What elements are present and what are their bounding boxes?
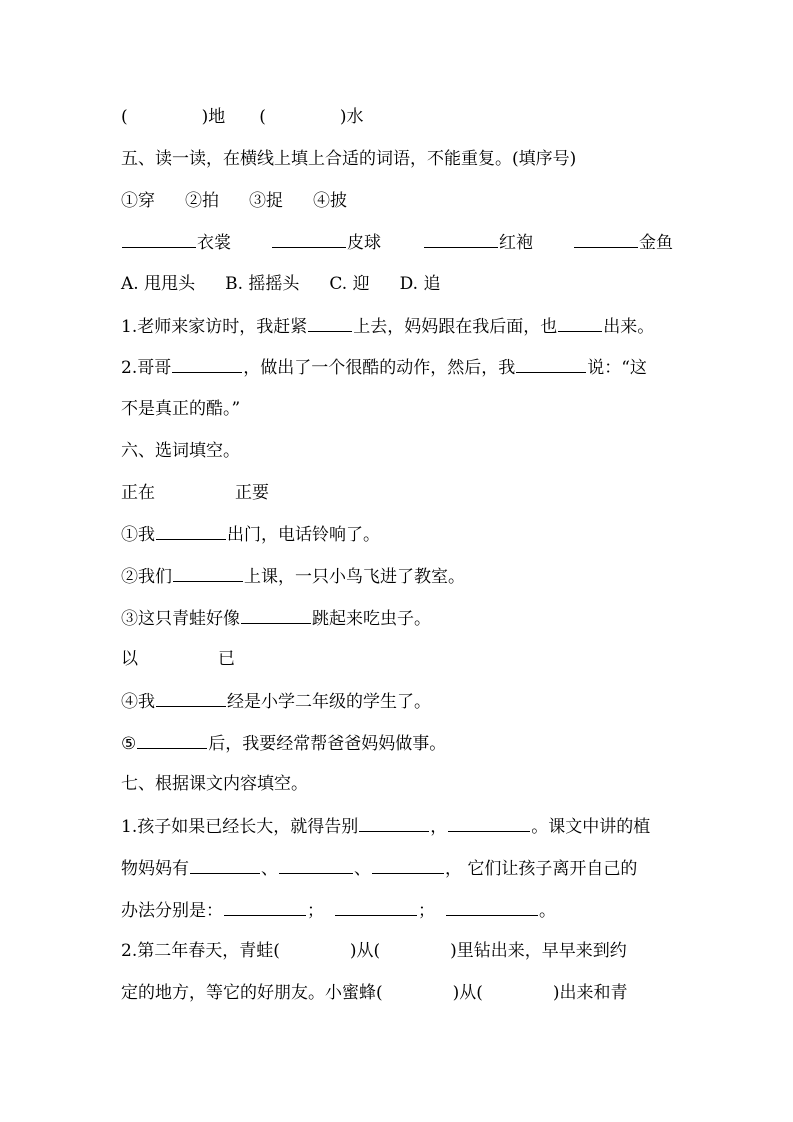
choice-word: 已 <box>218 649 235 669</box>
word-clothes: 衣裳 <box>197 233 231 253</box>
paren-close-land: )地 <box>201 107 226 127</box>
option-4: ④披 <box>313 191 347 211</box>
question-text: ⑤ <box>121 734 137 754</box>
option-d: D. 追 <box>399 274 441 294</box>
blank[interactable] <box>279 855 353 874</box>
question-7-1a <box>121 813 650 839</box>
option-1: ①穿 <box>121 191 155 211</box>
question-5-2 <box>121 354 647 380</box>
question-text: 1.老师来家访时，我赶紧 <box>121 317 308 337</box>
question-text: 说：“这 <box>587 358 647 378</box>
question-7-1b <box>121 855 637 881</box>
question-text: 物妈妈有 <box>121 859 189 879</box>
blank[interactable] <box>424 229 498 248</box>
blank[interactable] <box>241 605 311 624</box>
question-text: 、 <box>354 859 371 879</box>
blank[interactable] <box>173 563 243 582</box>
question-text: 1.孩子如果已经长大，就得告别 <box>121 817 359 837</box>
question-text: ，做出了一个很酷的动作，然后，我 <box>243 358 516 378</box>
blank[interactable] <box>172 354 242 373</box>
question-7-2a <box>121 938 627 964</box>
blank[interactable] <box>156 521 226 540</box>
paren-open: ( <box>121 107 128 127</box>
blank[interactable] <box>335 897 417 916</box>
blank[interactable] <box>272 229 346 248</box>
question-6-3 <box>121 605 431 631</box>
question-text: )从( <box>452 983 483 1003</box>
blank[interactable] <box>574 229 638 248</box>
option-3: ③捉 <box>249 191 283 211</box>
question-text: )出来和青 <box>552 983 628 1003</box>
question-text: 上去，妈妈跟在我后面，也 <box>353 317 558 337</box>
question-text: 经是小学二年级的学生了。 <box>227 692 431 712</box>
question-text: ， 它们让孩子离开自己的 <box>445 859 638 879</box>
question-text: 。课文中讲的植 <box>531 817 651 837</box>
blank[interactable] <box>558 313 602 332</box>
question-5-2-cont: 不是真正的酷。” <box>121 399 241 419</box>
question-text: ③这只青蛙好像 <box>121 609 240 629</box>
section-6-title: 六、选词填空。 <box>121 441 240 461</box>
blank[interactable] <box>308 313 352 332</box>
question-6-4 <box>121 688 431 714</box>
option-2: ②拍 <box>185 191 219 211</box>
question-text: 跳起来吃虫子。 <box>312 609 431 629</box>
word-ball: 皮球 <box>347 233 381 253</box>
section-5-title: 五、读一读，在横线上填上合适的词语，不能重复。(填序号) <box>121 149 577 169</box>
blank[interactable] <box>122 229 196 248</box>
blank[interactable] <box>156 688 226 707</box>
choice-word: 以 <box>121 649 138 669</box>
letter-options <box>121 271 440 297</box>
question-6-2 <box>121 563 465 589</box>
blank[interactable] <box>190 855 260 874</box>
verb-options <box>121 188 347 214</box>
blank[interactable] <box>516 354 586 373</box>
question-text: 办法分别是： <box>121 901 223 921</box>
question-text: 定的地方，等它的好朋友。小蜜蜂( <box>121 983 383 1003</box>
question-7-1c <box>121 897 556 923</box>
blank[interactable] <box>446 897 538 916</box>
section-7-title: 七、根据课文内容填空。 <box>121 774 308 794</box>
question-text: ①我 <box>121 525 155 545</box>
option-c: C. 迎 <box>329 274 370 294</box>
question-text: 出来。 <box>603 317 655 337</box>
question-text: 。 <box>539 901 556 921</box>
question-text: ④我 <box>121 692 155 712</box>
choice-word: 正在 <box>121 483 155 503</box>
blank[interactable] <box>224 897 306 916</box>
choice-word: 正要 <box>235 483 269 503</box>
question-text: )从( <box>349 941 381 961</box>
question-6-1 <box>121 521 380 547</box>
question-6-5 <box>121 730 446 756</box>
question-text: 、 <box>261 859 278 879</box>
question-text: 上课，一只小鸟飞进了教室。 <box>244 567 465 587</box>
blank[interactable] <box>448 813 530 832</box>
question-text: )里钻出来，早早来到约 <box>450 941 627 961</box>
question-text: ， <box>430 817 448 837</box>
blank[interactable] <box>137 730 207 749</box>
word-goldfish: 金鱼 <box>639 233 673 253</box>
question-text: 后，我要经常帮爸爸妈妈做事。 <box>208 734 447 754</box>
question-text: ； <box>307 901 324 921</box>
question-7-2b <box>121 980 628 1006</box>
question-text: 2.哥哥 <box>121 358 172 378</box>
fill-line-land-water <box>121 104 364 130</box>
word-pair-2 <box>121 646 235 672</box>
blank[interactable] <box>372 855 444 874</box>
question-text: ②我们 <box>121 567 172 587</box>
word-blank-row <box>121 229 673 255</box>
question-text: 2.第二年春天，青蛙( <box>121 941 280 961</box>
option-b: B. 摇摇头 <box>225 274 300 294</box>
blank[interactable] <box>359 813 429 832</box>
paren-open: ( <box>259 107 266 127</box>
word-pair-1 <box>121 480 269 506</box>
question-text: ； <box>418 901 435 921</box>
paren-close-water: )水 <box>339 107 364 127</box>
question-5-1 <box>121 313 654 339</box>
word-robe: 红袍 <box>499 233 533 253</box>
option-a: A. 甩甩头 <box>121 274 196 294</box>
question-text: 出门，电话铃响了。 <box>227 525 380 545</box>
